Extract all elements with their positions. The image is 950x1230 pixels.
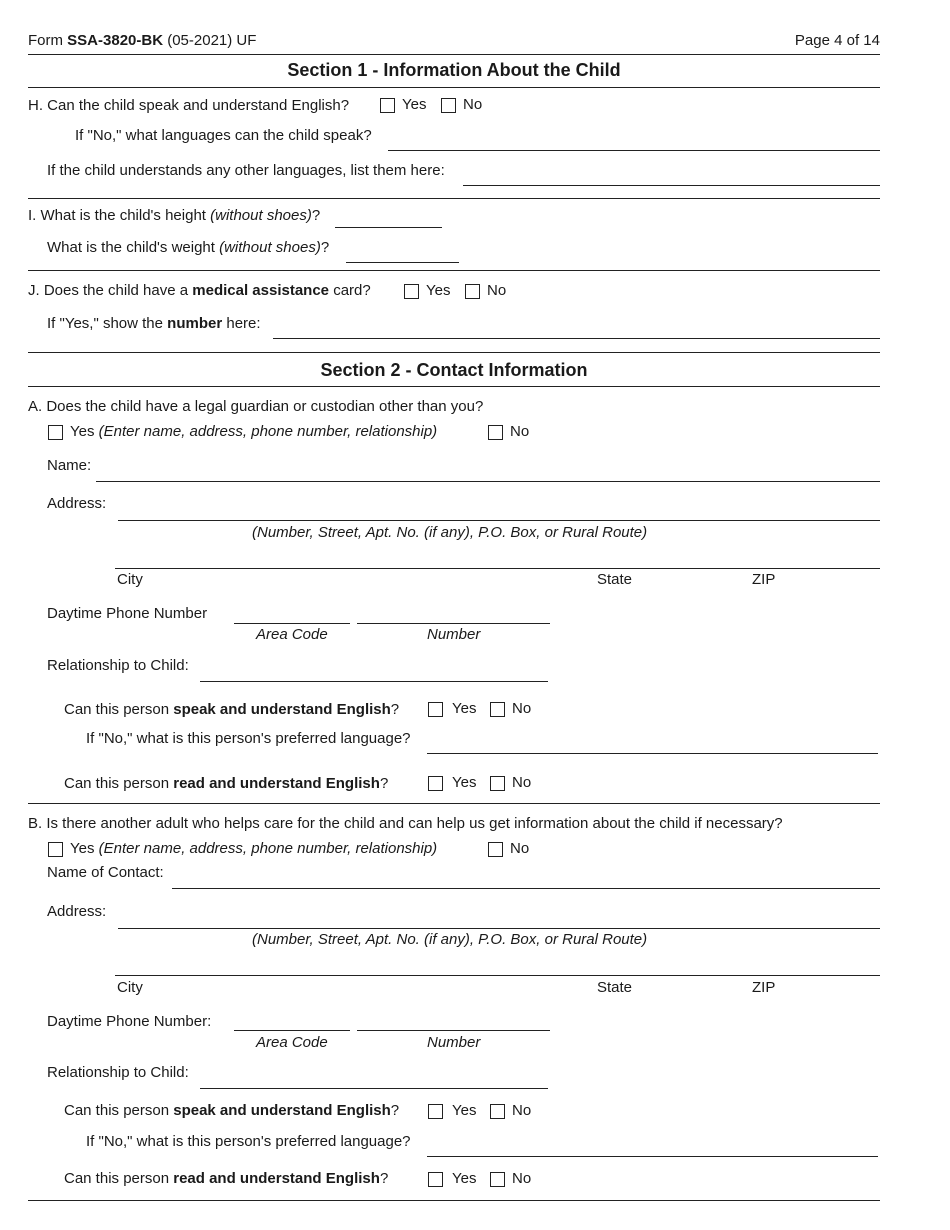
a-yes-checkbox[interactable]: [48, 425, 63, 440]
a-read-yes-checkbox[interactable]: [428, 776, 443, 791]
b-speak-no-checkbox[interactable]: [490, 1104, 505, 1119]
b-number-label: Number: [427, 1034, 481, 1051]
a-read-no-label: No: [512, 774, 532, 791]
a-city-state-zip-field[interactable]: [115, 568, 880, 569]
b-relationship-label: Relationship to Child:: [47, 1064, 189, 1081]
j-no-label: No: [487, 282, 507, 299]
h-no-checkbox[interactable]: [441, 98, 456, 113]
b-city-state-zip-field[interactable]: [115, 975, 880, 976]
section1-title: Section 1 - Information About the Child: [287, 60, 621, 80]
a-name-label: Name:: [47, 457, 92, 474]
a-no-checkbox[interactable]: [488, 425, 503, 440]
h-no-label: No: [463, 96, 483, 113]
a-city-label: City: [117, 571, 143, 588]
b-read-yes-label: Yes: [452, 1170, 477, 1187]
b-address-hint: (Number, Street, Apt. No. (if any), P.O. Box, or Rural Route): [252, 931, 648, 948]
a-phone-label: Daytime Phone Number: [47, 605, 208, 622]
b-city-label: City: [117, 979, 143, 996]
h-other-languages-label: If the child understands any other languages, list them here:: [47, 162, 445, 179]
question-b-label: B. Is there another adult who helps care for the child and can help us get information about the child if necessary?: [28, 815, 783, 832]
b-contact-name-label: Name of Contact:: [47, 864, 164, 881]
j-yes-label: Yes: [426, 282, 451, 299]
b-address-field[interactable]: [118, 928, 880, 929]
a-yes-label: Yes (Enter name, address, phone number, relationship): [70, 423, 438, 440]
a-phone-number-field[interactable]: [357, 623, 550, 624]
b-state-label: State: [597, 979, 633, 996]
question-h-label: H. Can the child speak and understand English?: [28, 97, 350, 114]
b-no-checkbox[interactable]: [488, 842, 503, 857]
a-read-no-checkbox[interactable]: [490, 776, 505, 791]
h-yes-checkbox[interactable]: [380, 98, 395, 113]
b-preferred-language-field[interactable]: [427, 1156, 878, 1157]
b-no-label: No: [510, 840, 530, 857]
b-speak-english-label: Can this person speak and understand English?: [64, 1102, 400, 1119]
j-yes-checkbox[interactable]: [404, 284, 419, 299]
b-read-no-checkbox[interactable]: [490, 1172, 505, 1187]
page-number: Page 4 of 14: [794, 32, 880, 49]
a-speak-no-checkbox[interactable]: [490, 702, 505, 717]
b-speak-yes-label: Yes: [452, 1102, 477, 1119]
a-speak-yes-checkbox[interactable]: [428, 702, 443, 717]
a-area-code-field[interactable]: [234, 623, 350, 624]
a-address-field[interactable]: [118, 520, 880, 521]
a-address-hint: (Number, Street, Apt. No. (if any), P.O. Box, or Rural Route): [252, 524, 648, 541]
height-field[interactable]: [335, 227, 442, 228]
a-zip-label: ZIP: [752, 571, 776, 588]
a-no-label: No: [510, 423, 530, 440]
a-relationship-field[interactable]: [200, 681, 548, 682]
section2-title: Section 2 - Contact Information: [320, 360, 588, 380]
form-identifier: Form SSA-3820-BK (05-2021) UF: [28, 32, 257, 49]
b-speak-no-label: No: [512, 1102, 532, 1119]
divider: [28, 386, 880, 387]
divider: [28, 803, 880, 804]
question-j-label: J. Does the child have a medical assistance card?: [28, 282, 371, 299]
h-other-languages-field[interactable]: [463, 185, 880, 186]
b-contact-name-field[interactable]: [172, 888, 880, 889]
weight-field[interactable]: [346, 262, 459, 263]
a-speak-yes-label: Yes: [452, 700, 477, 717]
divider: [28, 1200, 880, 1201]
a-read-yes-label: Yes: [452, 774, 477, 791]
divider: [28, 270, 880, 271]
b-address-label: Address:: [47, 903, 107, 920]
b-preferred-language-label: If "No," what is this person's preferred language?: [86, 1133, 411, 1150]
divider: [28, 87, 880, 88]
height-label: I. What is the child's height (without shoes)?: [28, 207, 321, 224]
j-number-field[interactable]: [273, 338, 880, 339]
a-state-label: State: [597, 571, 633, 588]
b-phone-number-field[interactable]: [357, 1030, 550, 1031]
b-yes-checkbox[interactable]: [48, 842, 63, 857]
b-area-code-label: Area Code: [256, 1034, 328, 1051]
b-phone-label: Daytime Phone Number:: [47, 1013, 212, 1030]
b-relationship-field[interactable]: [200, 1088, 548, 1089]
b-read-english-label: Can this person read and understand English?: [64, 1170, 389, 1187]
a-address-label: Address:: [47, 495, 107, 512]
b-read-yes-checkbox[interactable]: [428, 1172, 443, 1187]
h-languages-label: If "No," what languages can the child speak?: [75, 127, 372, 144]
b-yes-label: Yes (Enter name, address, phone number, relationship): [70, 840, 438, 857]
divider: [28, 54, 880, 55]
a-area-code-label: Area Code: [256, 626, 328, 643]
b-zip-label: ZIP: [752, 979, 776, 996]
a-speak-english-label: Can this person speak and understand English?: [64, 701, 400, 718]
h-yes-label: Yes: [402, 96, 427, 113]
b-speak-yes-checkbox[interactable]: [428, 1104, 443, 1119]
h-languages-field[interactable]: [388, 150, 880, 151]
divider: [28, 352, 880, 353]
a-number-label: Number: [427, 626, 481, 643]
weight-label: What is the child's weight (without shoes)?: [47, 239, 330, 256]
j-number-label: If "Yes," show the number here:: [47, 315, 261, 332]
b-area-code-field[interactable]: [234, 1030, 350, 1031]
a-preferred-language-field[interactable]: [427, 753, 878, 754]
a-relationship-label: Relationship to Child:: [47, 657, 189, 674]
question-a-label: A. Does the child have a legal guardian or custodian other than you?: [28, 398, 484, 415]
b-read-no-label: No: [512, 1170, 532, 1187]
a-speak-no-label: No: [512, 700, 532, 717]
a-read-english-label: Can this person read and understand English?: [64, 775, 389, 792]
j-no-checkbox[interactable]: [465, 284, 480, 299]
divider: [28, 198, 880, 199]
a-name-field[interactable]: [96, 481, 880, 482]
a-preferred-language-label: If "No," what is this person's preferred language?: [86, 730, 411, 747]
